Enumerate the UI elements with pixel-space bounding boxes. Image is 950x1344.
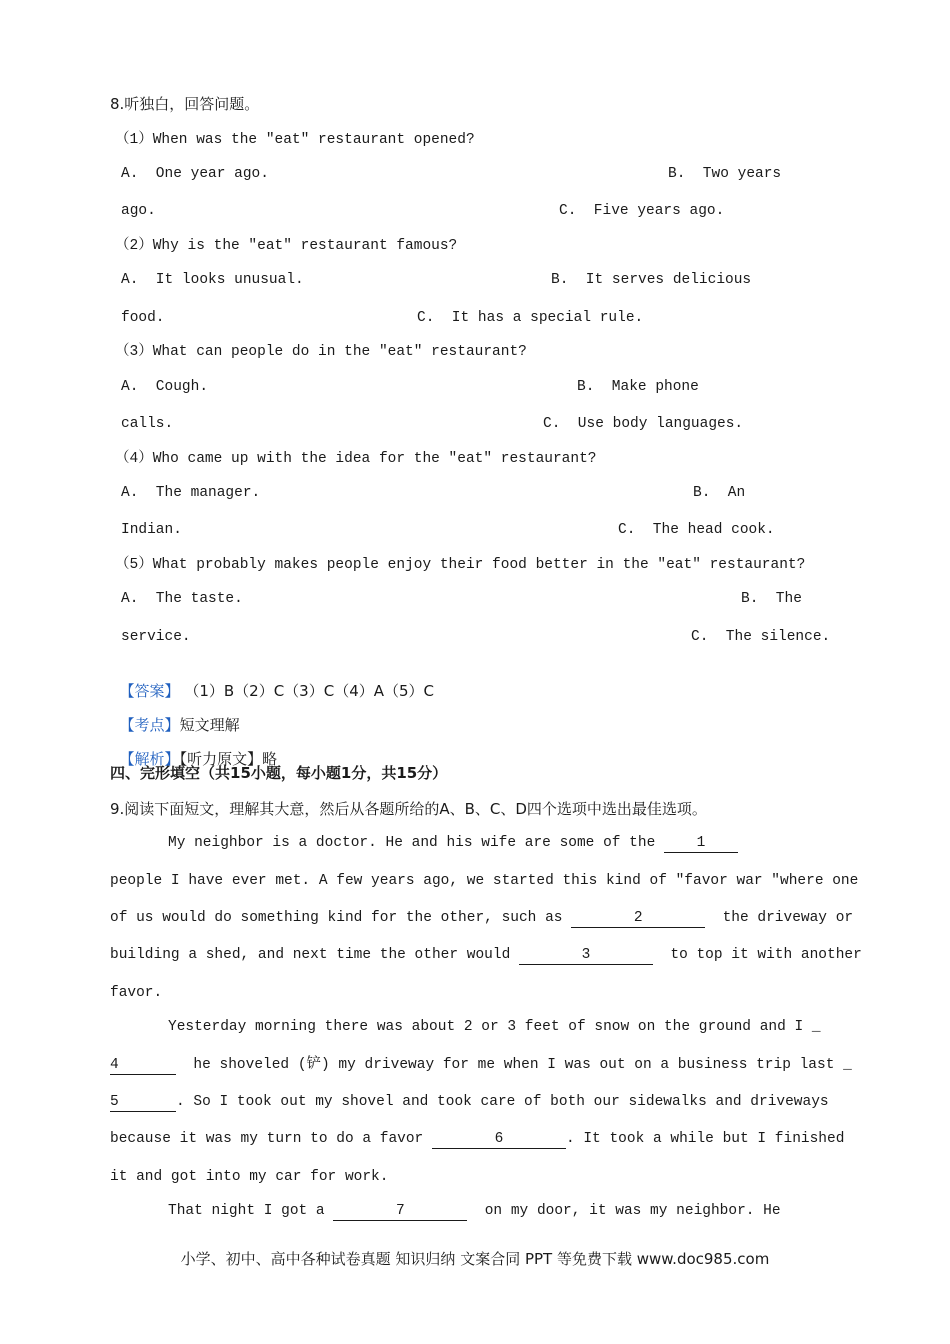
q8-3-option-b: B. Make phone bbox=[577, 379, 699, 395]
q8-5-option-c: C. The silence. bbox=[691, 629, 831, 645]
q8-5-option-b: B. The bbox=[741, 591, 802, 607]
q8-3-option-a: A. Cough. bbox=[121, 379, 209, 395]
blank-1: 1 bbox=[664, 835, 738, 853]
q9-title: 9.阅读下面短文，理解其大意，然后从各题所给的A、B、C、D四个选项中选出最佳选项。 bbox=[110, 800, 707, 818]
blank-5: 5 bbox=[110, 1094, 176, 1112]
passage-text: on my door, it was my neighbor. He bbox=[467, 1203, 781, 1219]
q8-5-stem: （5）What probably makes people enjoy their food better in the "eat" restaurant? bbox=[115, 557, 806, 573]
passage-text: My neighbor is a doctor. He and his wife are some of the bbox=[168, 835, 664, 851]
page-footer: 小学、初中、高中各种试卷真题 知识归纳 文案合同 PPT 等免费下载 www.doc985.com bbox=[180, 1250, 770, 1268]
q8-4-option-a: A. The manager. bbox=[121, 485, 261, 501]
q8-1-option-b-cont: ago. bbox=[121, 203, 156, 219]
q8-2-option-c: C. It has a special rule. bbox=[417, 310, 644, 326]
q8-4-option-c: C. The head cook. bbox=[618, 522, 775, 538]
passage-line bbox=[168, 833, 738, 853]
q8-2-option-b: B. It serves delicious bbox=[551, 272, 752, 288]
passage-line: favor. bbox=[110, 985, 163, 1001]
analysis-text: 【听力原文】略 bbox=[179, 750, 278, 768]
q8-5-option-a: A. The taste. bbox=[121, 591, 243, 607]
q8-5-option-b-cont: service. bbox=[121, 629, 191, 645]
point-tag: 【考点】 bbox=[119, 716, 180, 734]
passage-text: That night I got a bbox=[168, 1203, 334, 1219]
blank-2: 2 bbox=[571, 910, 705, 928]
passage-line bbox=[110, 945, 862, 965]
q8-1-stem: （1）When was the "eat" restaurant opened? bbox=[115, 132, 475, 148]
q8-4-option-b-cont: Indian. bbox=[121, 522, 182, 538]
q8-3-option-c: C. Use body languages. bbox=[543, 416, 744, 432]
passage-text: . So I took out my shovel and took care of both our sidewalks and driveways bbox=[176, 1094, 829, 1110]
q8-2-stem: （2）Why is the "eat" restaurant famous? bbox=[115, 238, 458, 254]
q8-1-option-b: B. Two years bbox=[668, 166, 782, 182]
answer-tag: 【答案】 bbox=[119, 682, 180, 700]
q8-3-option-b-cont: calls. bbox=[121, 416, 174, 432]
point-text: 短文理解 bbox=[179, 716, 240, 734]
blank-3: 3 bbox=[519, 947, 653, 965]
section-heading: 四、完形填空（共15小题，每小题1分，共15分） bbox=[110, 764, 448, 782]
passage-text: the driveway or bbox=[705, 910, 854, 926]
passage-text: because it was my turn to do a favor bbox=[110, 1131, 432, 1147]
passage-line bbox=[110, 1092, 829, 1112]
q8-2-option-b-cont: food. bbox=[121, 310, 165, 326]
passage-line bbox=[110, 1129, 844, 1149]
q8-4-stem: （4）Who came up with the idea for the "eat" restaurant? bbox=[115, 451, 597, 467]
passage-line: people I have ever met. A few years ago, we started this kind of "favor war "where one bbox=[110, 873, 859, 889]
passage-line: it and got into my car for work. bbox=[110, 1169, 389, 1185]
answer-text: （1）B（2）C（3）C（4）A（5）C bbox=[179, 682, 435, 700]
q8-3-stem: （3）What can people do in the "eat" restaurant? bbox=[115, 344, 527, 360]
blank-4: 4 bbox=[110, 1057, 176, 1075]
passage-line bbox=[168, 1201, 781, 1221]
passage-text: building a shed, and next time the other would bbox=[110, 947, 519, 963]
q8-4-option-b: B. An bbox=[693, 485, 746, 501]
q8-1-option-a: A. One year ago. bbox=[121, 166, 269, 182]
passage-text: . It took a while but I finished bbox=[565, 1131, 845, 1147]
analysis-tag: 【解析】 bbox=[119, 750, 180, 768]
q8-title: 8.听独白，回答问题。 bbox=[110, 95, 260, 113]
passage-text: of us would do something kind for the other, such as bbox=[110, 910, 572, 926]
passage-line: Yesterday morning there was about 2 or 3 feet of snow on the ground and I _ bbox=[168, 1019, 821, 1035]
blank-7: 7 bbox=[333, 1203, 467, 1221]
q8-2-option-a: A. It looks unusual. bbox=[121, 272, 304, 288]
q8-1-option-c: C. Five years ago. bbox=[559, 203, 725, 219]
passage-line bbox=[110, 908, 853, 928]
passage-text: to top it with another bbox=[652, 947, 862, 963]
blank-6: 6 bbox=[432, 1131, 566, 1149]
passage-text: he shoveled (铲) my driveway for me when I was out on a business trip last _ bbox=[176, 1057, 852, 1073]
passage-line bbox=[110, 1055, 852, 1075]
